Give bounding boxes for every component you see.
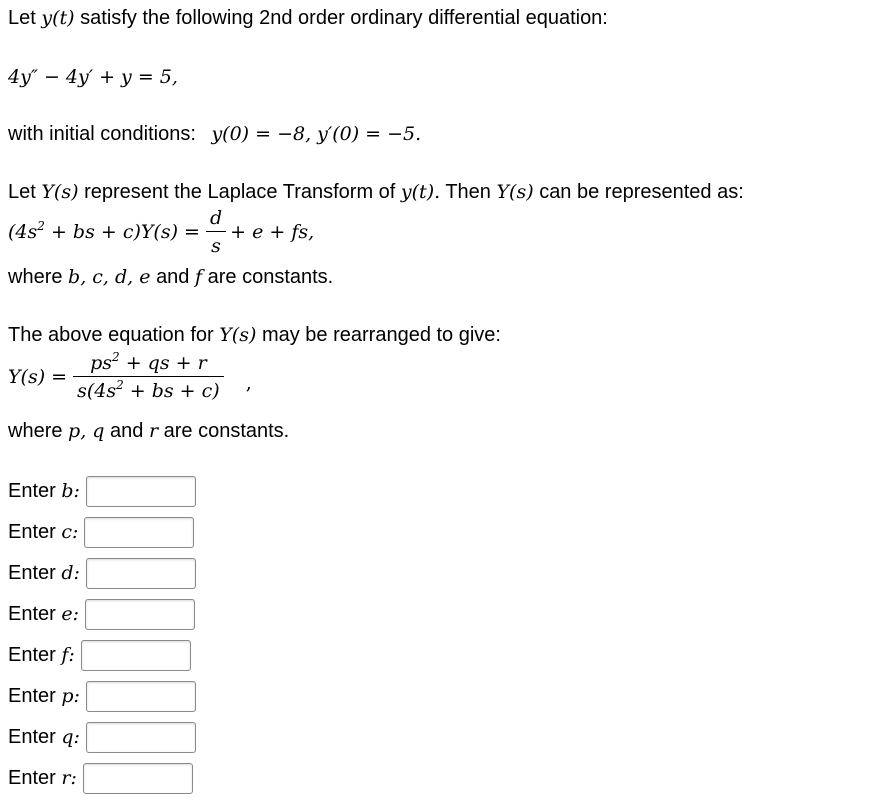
where2-c: are constants. — [163, 420, 290, 442]
where1-vars: b, c, d, e — [68, 266, 151, 288]
laplace-Ys: Y(s) — [41, 181, 79, 203]
answer-label-r: Enter r: — [8, 766, 77, 789]
rearranged-intro — [8, 324, 501, 347]
answer-row-e — [8, 598, 195, 630]
rearranged-a: The above equation for — [8, 324, 214, 346]
answer-row-p — [8, 680, 196, 712]
where2-r: r — [148, 420, 159, 442]
laplace-Ys2: Y(s) — [496, 181, 534, 203]
where2-a: where — [8, 420, 63, 442]
laplace-intro — [8, 181, 744, 204]
laplace-c: Then — [445, 181, 491, 203]
answer-row-r — [8, 762, 193, 794]
eq2-fraction — [73, 352, 224, 402]
where1-a: where — [8, 266, 63, 288]
ic-label: with initial conditions: — [8, 123, 196, 145]
answer-input-f[interactable] — [81, 640, 191, 671]
where-constants-2 — [8, 420, 289, 443]
answer-input-q[interactable] — [86, 722, 196, 753]
answer-input-p[interactable] — [86, 681, 196, 712]
intro-rest: satisfy the following 2nd order ordinary differential equation: — [80, 7, 608, 29]
answer-row-f — [8, 639, 191, 671]
answer-input-e[interactable] — [85, 599, 195, 630]
answer-input-d[interactable] — [86, 558, 196, 589]
answer-label-f: Enter f: — [8, 643, 75, 666]
answer-label-c: Enter c: — [8, 520, 79, 543]
intro-let: Let — [8, 7, 36, 29]
answer-input-c[interactable] — [84, 517, 194, 548]
rearranged-b: may be rearranged to give: — [261, 324, 501, 346]
eq2-lhs: Y(s) = — [8, 366, 68, 388]
eq2-denominator: $s(4s^2$ + bs + c) — [73, 376, 224, 402]
eq1-fraction — [206, 207, 226, 257]
where2-b: and — [110, 420, 144, 442]
eq1-numerator: d — [209, 207, 223, 229]
laplace-b: represent the Laplace Transform of — [84, 181, 396, 203]
answer-label-q: Enter q: — [8, 725, 80, 748]
answer-input-r[interactable] — [83, 763, 193, 794]
ode-text: 4y″ − 4y′ + y = 5, — [8, 66, 178, 88]
ic-values: y(0) = −8, y′(0) = −5. — [211, 123, 422, 145]
problem-intro — [8, 7, 608, 30]
answer-row-d — [8, 557, 196, 589]
laplace-yt: y(t). — [400, 181, 441, 203]
eq1-denominator: s — [206, 231, 226, 257]
answer-label-b: Enter b: — [8, 479, 80, 502]
initial-conditions — [8, 123, 421, 146]
eq1-rhs: + e + fs, — [230, 221, 315, 243]
answer-row-c — [8, 516, 194, 548]
laplace-equation — [8, 207, 314, 257]
eq1-lhs: ($4s^2$ + bs + c)Y(s) = — [8, 219, 200, 243]
laplace-d: can be represented as: — [539, 181, 744, 203]
where1-b: and — [156, 266, 190, 288]
ode-equation — [8, 66, 178, 89]
answer-row-q — [8, 721, 196, 753]
answer-label-e: Enter e: — [8, 602, 80, 625]
where1-c: are constants. — [207, 266, 334, 288]
rearranged-equation — [8, 352, 252, 402]
answer-input-b[interactable] — [86, 476, 196, 507]
eq2-numerator: $ps^2$ + qs + r — [90, 350, 207, 374]
laplace-a: Let — [8, 181, 36, 203]
where2-vars: p, q — [68, 420, 105, 442]
answer-label-p: Enter p: — [8, 684, 80, 707]
answer-row-b — [8, 475, 196, 507]
rearranged-Ys: Y(s) — [219, 324, 257, 346]
answer-label-d: Enter d: — [8, 561, 80, 584]
eq2-tail: , — [245, 372, 252, 394]
where-constants-1 — [8, 266, 333, 289]
where1-f: f — [195, 266, 203, 288]
intro-yt: y(t) — [41, 7, 75, 29]
